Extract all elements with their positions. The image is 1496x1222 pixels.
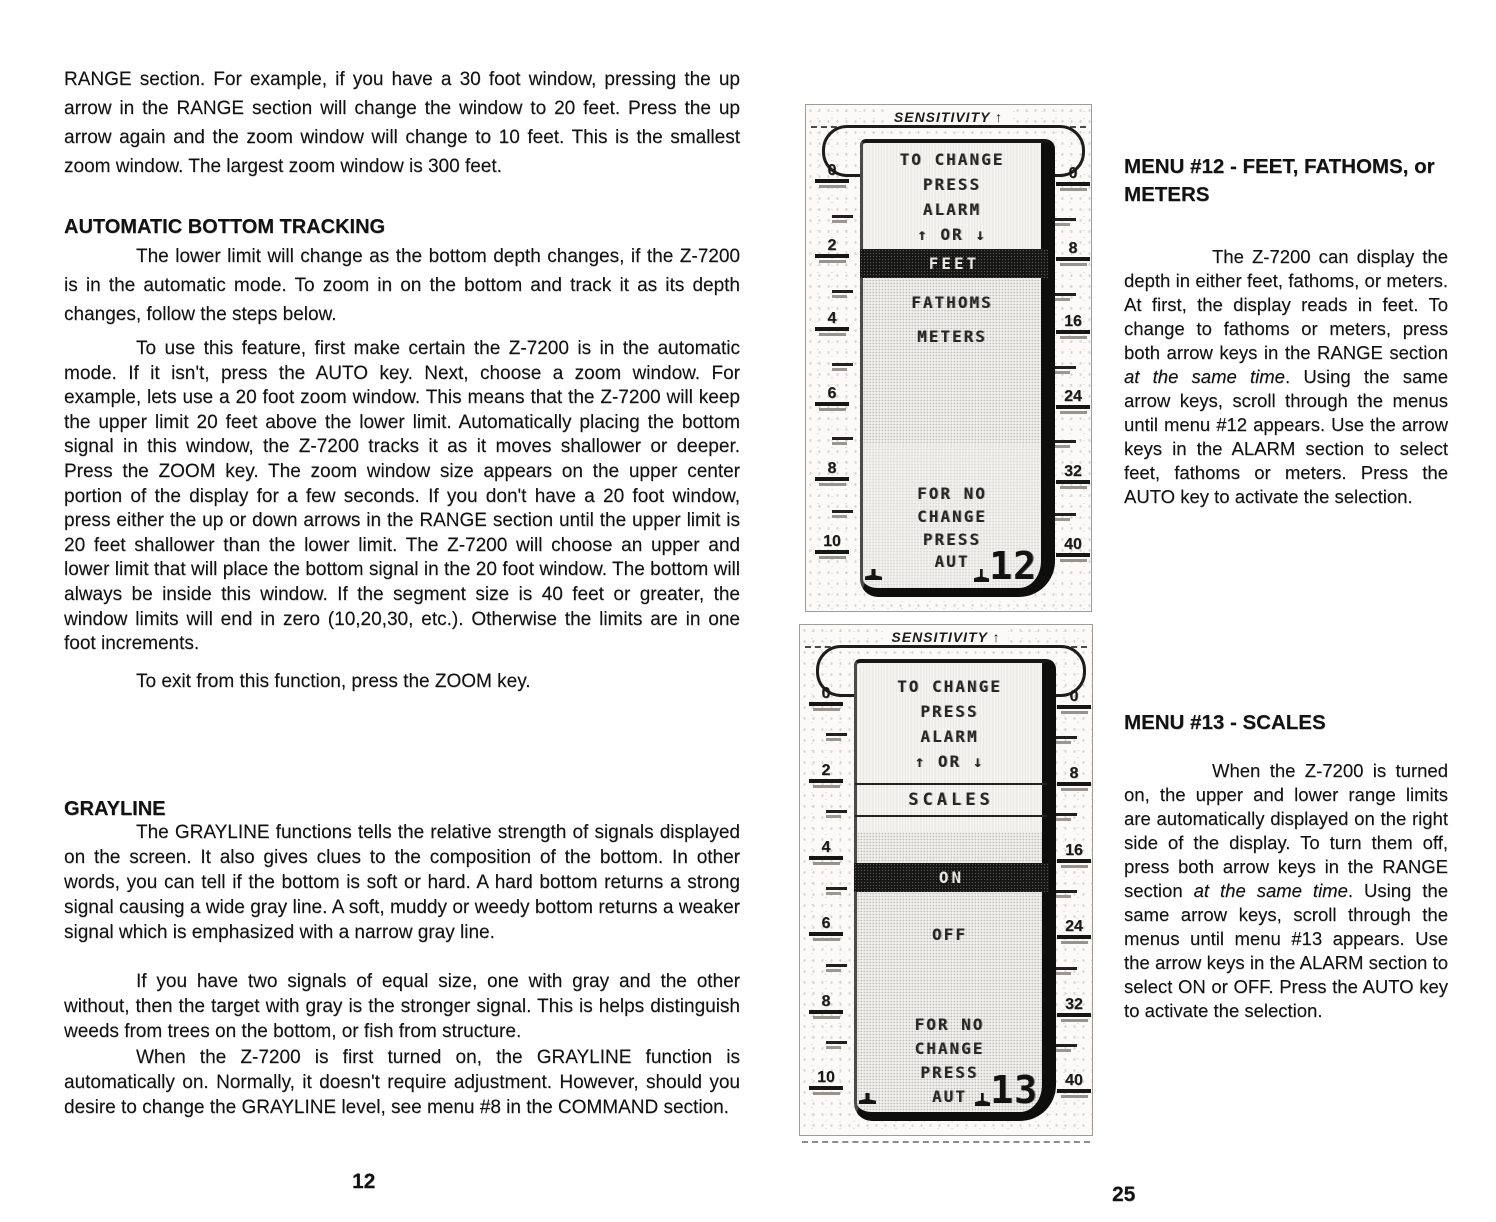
minor-tick	[832, 437, 858, 445]
scale-mark: 16	[1052, 314, 1094, 339]
paragraph: When the Z-7200 is first turned on, the GRAYLINE function is automatically on. Normally, it doesn't require adjustment. However, should you desire to change the GRAYLINE level, see menu #8 in the COMMAND section.	[64, 1047, 740, 1118]
scale-mark: 24	[1052, 389, 1094, 414]
lcd-screen	[854, 659, 1056, 1121]
scale-mark: 8	[1053, 766, 1095, 791]
paragraph: If you have two signals of equal size, one with gray and the other without, then the target with gray is the stronger signal. This is helps distinguish weeds from trees on the bottom, or fish from structure.	[64, 971, 740, 1042]
sensitivity-label	[800, 629, 1092, 645]
minor-tick	[832, 510, 858, 518]
lcd-screen	[860, 139, 1055, 597]
lcd-footer-line: PRESS	[920, 1063, 979, 1082]
minor-tick	[832, 215, 858, 223]
paragraph: The GRAYLINE functions tells the relative strength of signals displayed on the screen. It also gives clues to the composition of the bottom. In other words, you can tell if the bottom is soft or hard. A hard bottom returns a strong signal causing a wide gray line. A soft, muddy or weedy bottom returns a weaker signal which is emphasized with a narrow gray line.	[64, 822, 740, 943]
scale-mark: 0	[805, 686, 847, 711]
minor-tick	[1056, 967, 1082, 975]
lcd-text-line: ↑ OR ↓	[917, 225, 987, 244]
paragraph-text: When the Z-7200 is turned on, the upper and lower range limits are automatically displayed on the right side of the display. To turn them off, press both arrow keys in the RANGE section	[1124, 759, 1448, 901]
lcd-footer-line: CHANGE	[917, 507, 987, 526]
menu-title-scales	[855, 783, 1047, 817]
minor-tick	[1056, 1044, 1082, 1052]
scale-mark: 32	[1053, 997, 1095, 1022]
scale-mark: 40	[1052, 537, 1094, 562]
menu-number: 12	[989, 544, 1037, 588]
paragraph-text: . Using the same arrow keys, scroll through the menus until menu #13 appears. Use the arrow keys in the ALARM section to select ON or OFF. Press the AUTO key to activate the selection.	[1124, 879, 1449, 1021]
lcd-footer-line: FOR NO	[917, 484, 987, 503]
sensitivity-label-text: SENSITIVITY ↑	[884, 629, 1007, 645]
page-number-left: 12	[352, 1170, 376, 1193]
lcd-footer-line: PRESS	[922, 530, 982, 549]
minor-tick	[1055, 218, 1081, 226]
sensitivity-label-text: SENSITIVITY ↑	[887, 109, 1010, 125]
scale-mark: 8	[805, 994, 847, 1019]
lcd-footer-line: AUT	[932, 1087, 967, 1106]
intro-paragraph: RANGE section. For example, if you have a 30 foot window, pressing the up arrow in the RANGE section will change the window to 20 feet. Press the up arrow again and the zoom window will change to 10 feet. This is the smallest zoom window. The largest zoom window is 300 feet.	[64, 69, 740, 177]
minor-tick	[1056, 736, 1082, 744]
lcd-text-line: ↑ OR ↓	[914, 752, 985, 771]
lcd-text-line: ALARM	[922, 200, 982, 219]
option-fathoms: FATHOMS	[911, 293, 993, 312]
scale-mark: 16	[1053, 843, 1095, 868]
scale-mark: 4	[811, 311, 853, 336]
italic-phrase: at the same time	[1124, 365, 1285, 387]
scale-mark: 0	[1053, 689, 1095, 714]
minor-tick	[826, 810, 852, 818]
minor-tick	[826, 1041, 852, 1049]
scale-mark: 10	[811, 534, 853, 559]
selected-option-on: ON	[854, 863, 1049, 892]
scale-mark: 0	[1052, 166, 1094, 191]
option-off: OFF	[932, 925, 967, 944]
sensitivity-label	[806, 109, 1091, 125]
scale-mark: 6	[811, 386, 853, 411]
scale-mark: 2	[811, 238, 853, 263]
scale-mark: 2	[805, 763, 847, 788]
paragraph: To exit from this function, press the ZOOM key.	[136, 671, 531, 692]
lcd-footer-line: FOR NO	[914, 1015, 985, 1034]
minor-tick	[1055, 366, 1081, 374]
page-number-right: 25	[1112, 1183, 1136, 1206]
scan-artifact-line	[802, 1141, 1090, 1143]
lcd-text-line: TO CHANGE	[899, 150, 1005, 169]
scale-mark: 4	[805, 840, 847, 865]
lcd-text-line: ALARM	[920, 727, 979, 746]
paragraph: The lower limit will change as the bottom depth changes, if the Z-7200 is in the automatic mode. To zoom in on the bottom and track it as its depth changes, follow the steps below.	[64, 246, 740, 325]
paragraph-text: . Using the same arrow keys, scroll through the menus until menu #12 appears. Use the arrow keys in the ALARM section to select feet, fathoms or meters. Press the AUTO key to activate the selection.	[1124, 365, 1448, 507]
menu-title-text: SCALES	[908, 790, 994, 810]
figure-menu12-lcd-display	[805, 104, 1092, 612]
minor-tick	[826, 887, 852, 895]
option-meters: METERS	[917, 327, 987, 346]
minor-tick	[1055, 513, 1081, 521]
scale-mark: 40	[1053, 1073, 1095, 1098]
paragraph-text: The Z-7200 can display the depth in either feet, fathoms, or meters. At first, the display reads in feet. To change to fathoms or meters, press both arrow keys in the RANGE section	[1124, 245, 1448, 363]
italic-phrase: at the same time	[1193, 879, 1348, 901]
dither-band	[863, 249, 1041, 445]
scale-mark: 24	[1053, 919, 1095, 944]
paragraph	[1124, 245, 1448, 509]
selected-option-feet: FEET	[860, 249, 1048, 278]
paragraph	[1124, 759, 1448, 1023]
lcd-text-line: PRESS	[922, 175, 982, 194]
section-title-grayline: GRAYLINE	[64, 798, 166, 820]
scale-mark: 8	[811, 461, 853, 486]
section-title-menu-12: MENU #12 - FEET, FATHOMS, or METERS	[1124, 154, 1435, 206]
lcd-text-line: PRESS	[920, 702, 979, 721]
section-title-menu-13: MENU #13 - SCALES	[1124, 710, 1326, 734]
lcd-footer-line: CHANGE	[914, 1039, 985, 1058]
minor-tick	[1055, 293, 1081, 301]
lcd-footer-line: AUT	[934, 552, 970, 571]
menu-number: 13	[990, 1068, 1038, 1112]
minor-tick	[1056, 813, 1082, 821]
minor-tick	[832, 290, 858, 298]
scale-mark: 6	[805, 916, 847, 941]
figure-menu13-lcd-display	[799, 624, 1093, 1136]
scale-mark: 8	[1052, 241, 1094, 266]
scale-mark: 0	[811, 163, 853, 188]
minor-tick	[1056, 890, 1082, 898]
scale-mark: 10	[805, 1070, 847, 1095]
lcd-text-line: TO CHANGE	[897, 677, 1002, 696]
section-title-automatic-bottom-tracking: AUTOMATIC BOTTOM TRACKING	[64, 216, 386, 238]
minor-tick	[826, 964, 852, 972]
minor-tick	[832, 363, 858, 371]
minor-tick	[826, 733, 852, 741]
minor-tick	[1055, 440, 1081, 448]
paragraph: To use this feature, first make certain the Z-7200 is in the automatic mode. If it isn't, press the AUTO key. Next, choose a zoom window. For example, lets use a 20 foot zoom window. This means that the Z-7200 will keep the upper limit 20 feet above the lower limit. Automatically placing the bottom signal in this window, the Z-7200 tracks it as it moves shallower or deeper. Press the ZOOM key. The zoom window size appears on the upper center portion of the display for a few seconds. If you don't have a 20 foot window, press either the up or down arrows in the RANGE section until the upper limit is 20 feet shallower than the lower limit. The Z-7200 will choose an upper and lower limit that will place the bottom signal in the 20 foot window. The bottom will always be inside this window. If the segment size is 40 feet or greater, the window limits will end in zero (10,20,30, etc.). Otherwise the limits are in one foot increments.	[64, 338, 740, 655]
scale-mark: 32	[1052, 464, 1094, 489]
